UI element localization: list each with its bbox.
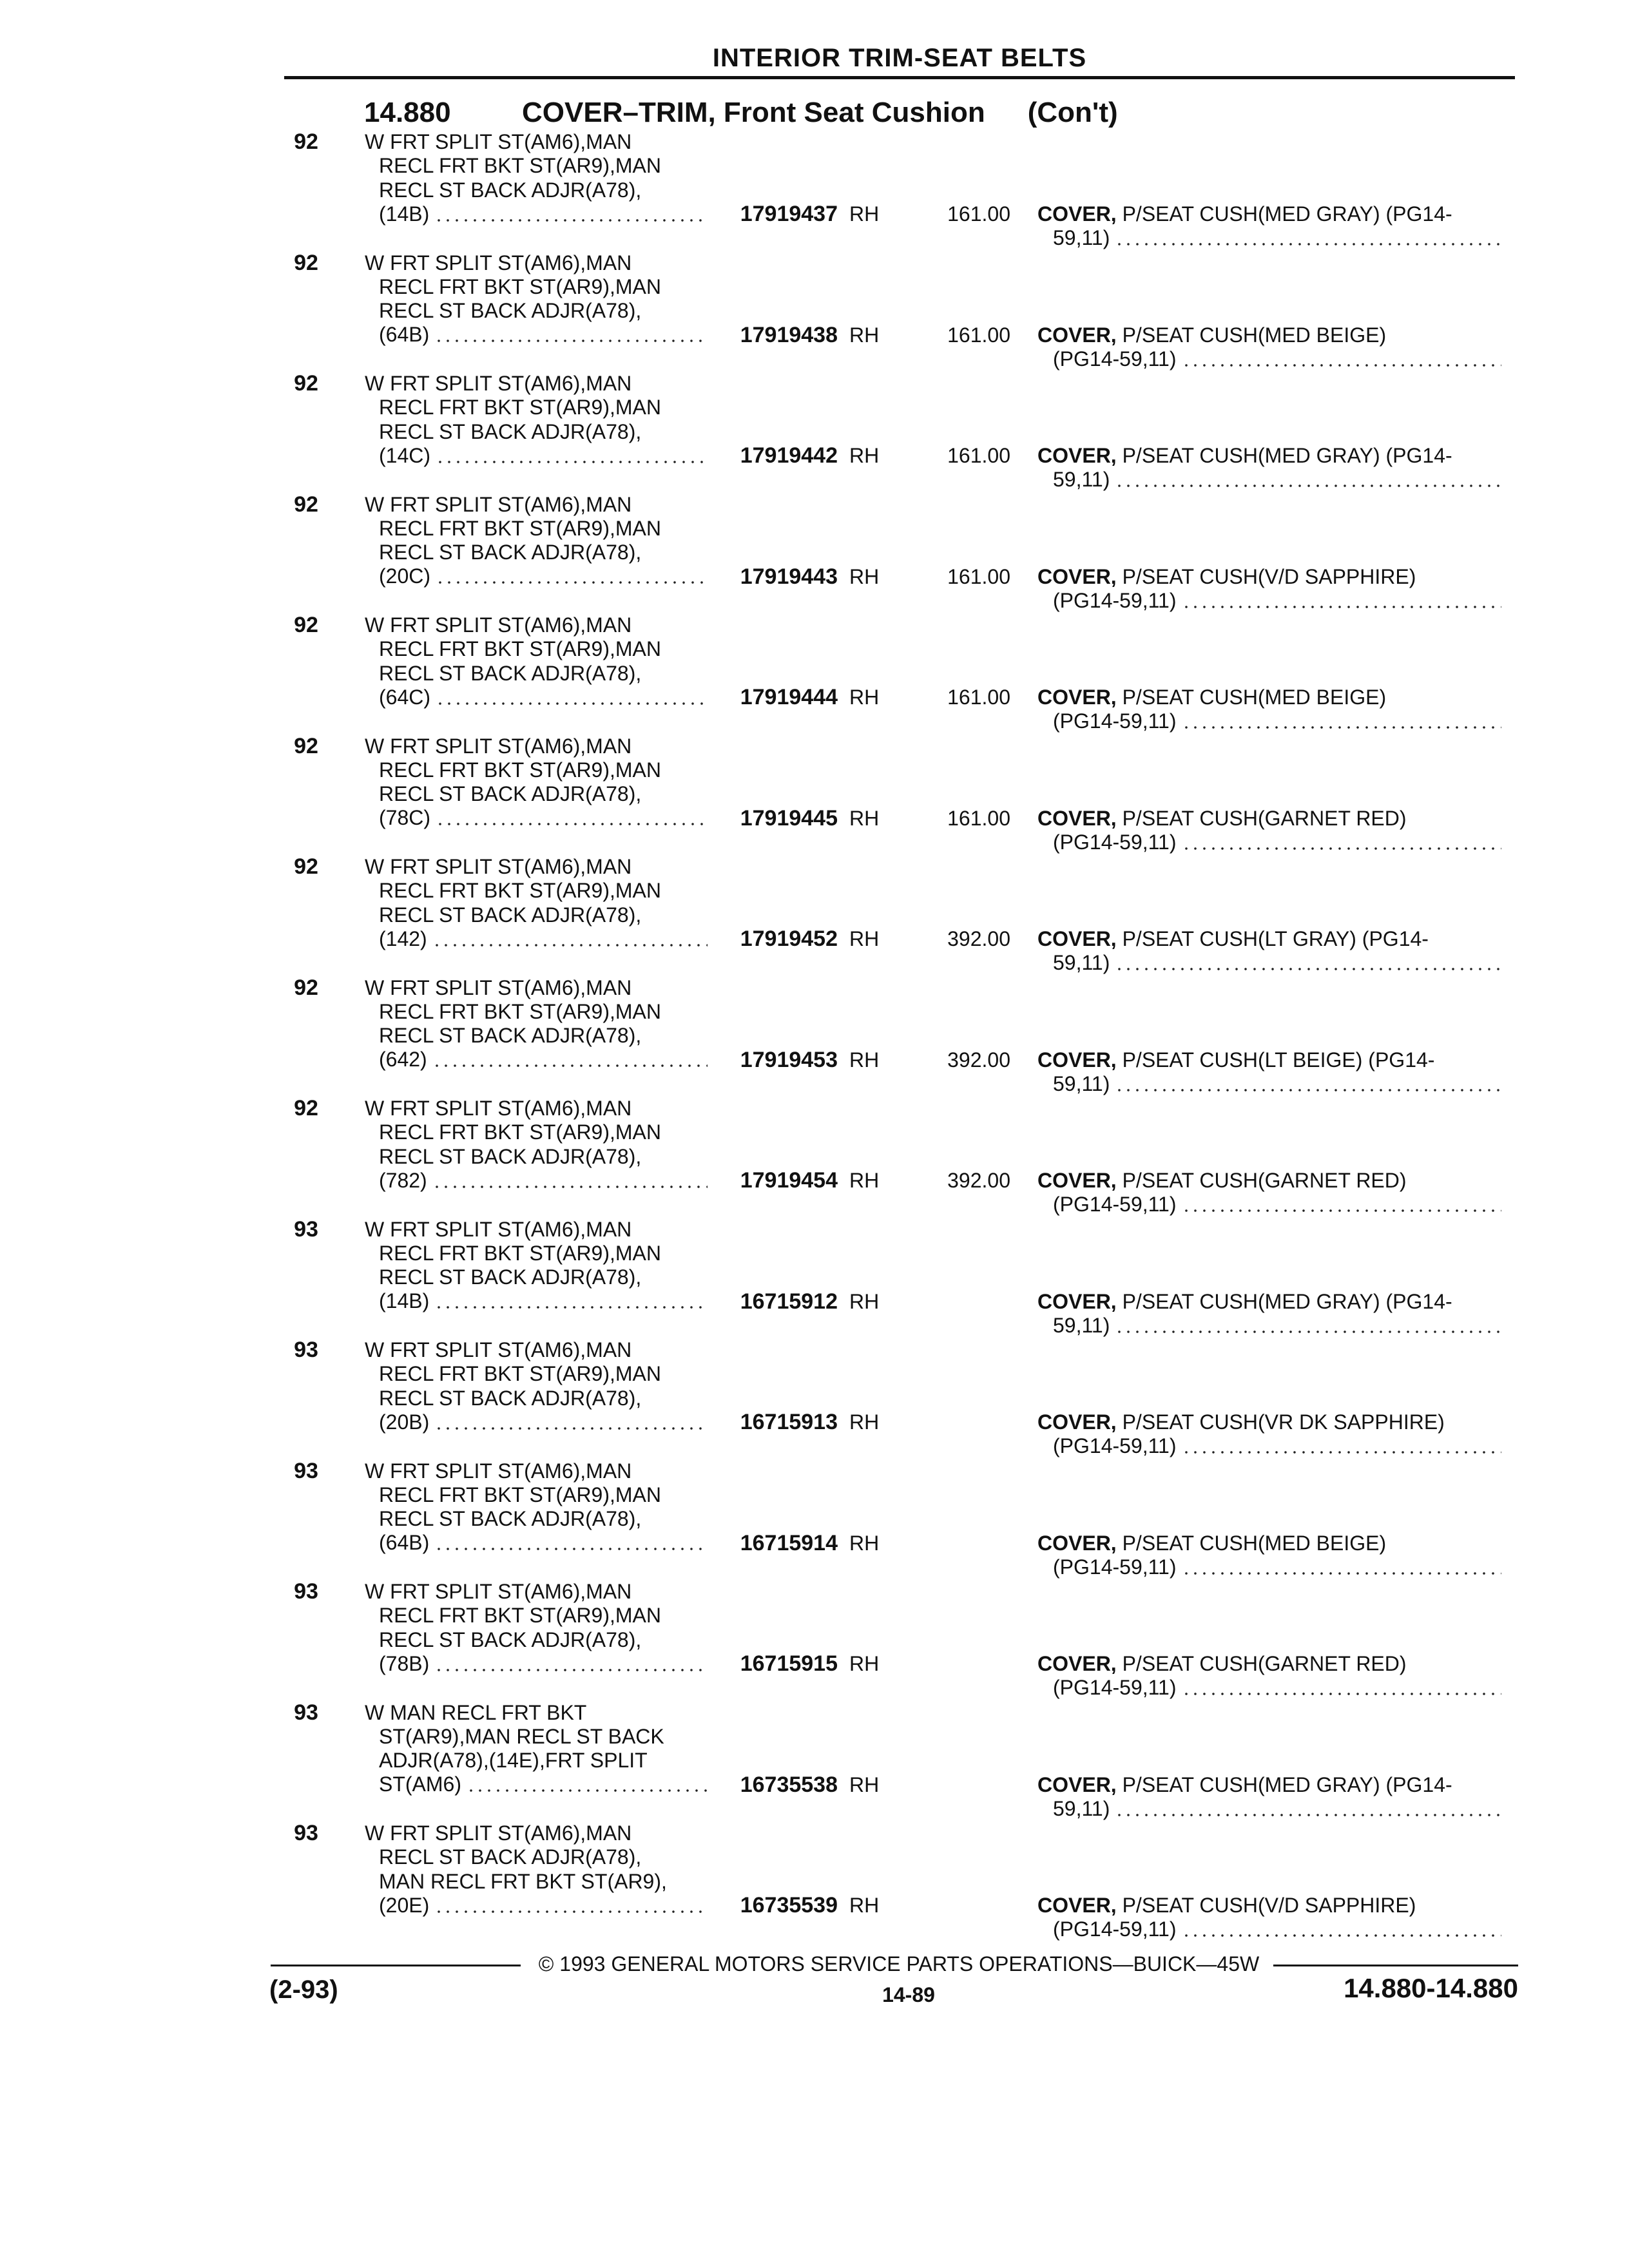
- description-continuation: 59,11): [1053, 951, 1110, 975]
- description-text: P/SEAT CUSH(GARNET RED): [1116, 1652, 1407, 1675]
- application-text: (14B): [379, 1289, 430, 1313]
- reference-number: 93: [294, 1821, 318, 1845]
- description-keyword: COVER,: [1037, 1531, 1117, 1555]
- leader-dots: [1182, 1571, 1502, 1576]
- description-line-2: [1037, 1676, 1501, 1700]
- list-item: [0, 130, 1629, 251]
- price: 161.00: [947, 444, 1010, 467]
- page-header-title: INTERIOR TRIM-SEAT BELTS: [712, 44, 1087, 72]
- leader-dots: [434, 1909, 708, 1914]
- application-line: [365, 1531, 713, 1555]
- application-line: RECL FRT BKT ST(AR9),MAN: [379, 154, 661, 178]
- description-text: P/SEAT CUSH(VR DK SAPPHIRE): [1116, 1410, 1445, 1434]
- application-line: RECL ST BACK ADJR(A78),: [379, 541, 642, 564]
- reference-number: 93: [294, 1700, 318, 1725]
- leader-dots: [434, 218, 708, 223]
- leader-dots: [432, 943, 708, 948]
- list-item: [0, 493, 1629, 614]
- side-code: RH: [849, 1410, 880, 1434]
- description-line-1: [1037, 1410, 1501, 1434]
- list-item: [0, 855, 1629, 976]
- application-line: RECL ST BACK ADJR(A78),: [379, 903, 642, 927]
- leader-dots: [434, 338, 708, 343]
- description-line-1: [1037, 202, 1501, 226]
- description-keyword: COVER,: [1037, 1773, 1117, 1796]
- price: 392.00: [947, 1048, 1010, 1072]
- part-description: [1037, 565, 1501, 613]
- application-line: [365, 323, 713, 347]
- application-text: (142): [379, 927, 427, 950]
- description-continuation: (PG14-59,11): [1053, 588, 1177, 612]
- part-description: [1037, 323, 1501, 372]
- application-line: [365, 564, 713, 588]
- application-line: [365, 806, 713, 830]
- application-description: [365, 1218, 713, 1314]
- footer-rule-left: [271, 1965, 521, 1966]
- side-code: RH: [849, 1048, 880, 1072]
- application-line: W FRT SPLIT ST(AM6),MAN: [365, 492, 632, 516]
- application-line: W FRT SPLIT ST(AM6),MAN: [365, 130, 632, 153]
- application-line: RECL FRT BKT ST(AR9),MAN: [379, 637, 661, 661]
- section-heading: [364, 97, 1118, 129]
- application-text: (14B): [379, 202, 430, 226]
- description-text: P/SEAT CUSH(MED BEIGE): [1116, 1531, 1387, 1555]
- reference-number: 92: [294, 1096, 318, 1120]
- part-number: 17919438: [740, 322, 838, 347]
- application-text: (20C): [379, 564, 431, 588]
- description-line-2: [1037, 1072, 1501, 1096]
- list-item: [0, 735, 1629, 856]
- application-text: (78B): [379, 1651, 430, 1675]
- side-code: RH: [849, 806, 880, 830]
- application-line: RECL ST BACK ADJR(A78),: [379, 1845, 642, 1869]
- application-line: RECL FRT BKT ST(AR9),MAN: [379, 1483, 661, 1506]
- description-line-1: [1037, 323, 1501, 347]
- part-description: [1037, 202, 1501, 251]
- leader-dots: [1182, 1691, 1502, 1696]
- section-title: COVER–TRIM, Front Seat Cushion: [522, 97, 985, 128]
- leader-dots: [436, 822, 708, 827]
- description-keyword: COVER,: [1037, 202, 1117, 226]
- reference-number: 92: [294, 250, 318, 275]
- application-description: [365, 1821, 713, 1917]
- part-number: 16735538: [740, 1772, 838, 1797]
- side-code: RH: [849, 323, 880, 347]
- application-line: W FRT SPLIT ST(AM6),MAN: [365, 251, 632, 274]
- reference-number: 92: [294, 613, 318, 637]
- list-item: [0, 1459, 1629, 1581]
- side-code: RH: [849, 564, 880, 588]
- part-description: [1037, 1048, 1501, 1097]
- side-code: RH: [849, 927, 880, 950]
- header-rule: [284, 76, 1515, 79]
- application-text: (64B): [379, 1531, 430, 1555]
- application-line: RECL FRT BKT ST(AR9),MAN: [379, 1362, 661, 1386]
- application-line: [365, 1048, 713, 1072]
- description-keyword: COVER,: [1037, 1289, 1117, 1313]
- part-description: [1037, 927, 1501, 975]
- description-line-1: [1037, 1773, 1501, 1797]
- description-line-2: [1037, 709, 1501, 733]
- side-code: RH: [849, 202, 880, 226]
- leader-dots: [1182, 1933, 1502, 1938]
- application-line: RECL ST BACK ADJR(A78),: [379, 1144, 642, 1168]
- application-line: [365, 927, 713, 951]
- description-line-2: [1037, 831, 1501, 854]
- section-continued: (Con't): [1027, 97, 1118, 128]
- reference-number: 93: [294, 1579, 318, 1604]
- list-item: [0, 1218, 1629, 1339]
- application-text: (20E): [379, 1893, 430, 1917]
- description-text: P/SEAT CUSH(V/D SAPPHIRE): [1116, 1894, 1416, 1917]
- leader-dots: [434, 1546, 708, 1552]
- application-line: W FRT SPLIT ST(AM6),MAN: [365, 855, 632, 878]
- application-text: (78C): [379, 806, 431, 830]
- description-line-2: [1037, 1797, 1501, 1821]
- application-description: [365, 855, 713, 951]
- leader-dots: [432, 1184, 708, 1189]
- price: 161.00: [947, 323, 1010, 347]
- application-line: RECL ST BACK ADJR(A78),: [379, 1507, 642, 1531]
- part-number: 17919452: [740, 927, 838, 951]
- application-line: [365, 1410, 713, 1434]
- list-item: [0, 1338, 1629, 1459]
- application-line: [365, 1169, 713, 1193]
- leader-dots: [434, 1305, 708, 1310]
- application-line: W FRT SPLIT ST(AM6),MAN: [365, 975, 632, 999]
- description-line-2: [1037, 1314, 1501, 1338]
- part-description: [1037, 1532, 1501, 1580]
- description-continuation: 59,11): [1053, 468, 1110, 492]
- reference-number: 92: [294, 130, 318, 154]
- application-line: RECL FRT BKT ST(AR9),MAN: [379, 1241, 661, 1265]
- side-code: RH: [849, 1289, 880, 1313]
- application-line: RECL FRT BKT ST(AR9),MAN: [379, 1120, 661, 1144]
- description-line-2: [1037, 1555, 1501, 1579]
- application-line: [365, 1289, 713, 1313]
- leader-dots: [1182, 846, 1502, 851]
- description-keyword: COVER,: [1037, 1894, 1117, 1917]
- application-description: [365, 1701, 713, 1797]
- application-description: [365, 130, 713, 226]
- application-description: [365, 493, 713, 589]
- part-number: 16735539: [740, 1893, 838, 1917]
- description-continuation: (PG14-59,11): [1053, 1676, 1177, 1700]
- application-description: [365, 1338, 713, 1434]
- description-text: P/SEAT CUSH(GARNET RED): [1116, 1169, 1407, 1192]
- application-line: RECL ST BACK ADJR(A78),: [379, 782, 642, 806]
- application-line: [365, 1652, 713, 1676]
- part-number: 17919445: [740, 805, 838, 831]
- description-line-1: [1037, 927, 1501, 951]
- description-text: P/SEAT CUSH(MED GRAY) (PG14-: [1116, 1289, 1452, 1313]
- application-description: [365, 1097, 713, 1193]
- leader-dots: [1115, 1812, 1501, 1818]
- application-line: RECL ST BACK ADJR(A78),: [379, 1024, 642, 1048]
- leader-dots: [1182, 1450, 1502, 1455]
- description-line-1: [1037, 1048, 1501, 1072]
- application-line: RECL ST BACK ADJR(A78),: [379, 419, 642, 443]
- description-line-1: [1037, 565, 1501, 589]
- description-keyword: COVER,: [1037, 1048, 1117, 1072]
- application-line: RECL ST BACK ADJR(A78),: [379, 661, 642, 685]
- description-text: P/SEAT CUSH(MED GRAY) (PG14-: [1116, 1773, 1452, 1796]
- description-line-2: [1037, 468, 1501, 492]
- description-text: P/SEAT CUSH(GARNET RED): [1116, 806, 1407, 830]
- description-continuation: (PG14-59,11): [1053, 1917, 1177, 1941]
- application-line: [365, 686, 713, 709]
- footer-date: (2-93): [269, 1975, 338, 2004]
- application-line: RECL ST BACK ADJR(A78),: [379, 1265, 642, 1289]
- application-line: RECL ST BACK ADJR(A78),: [379, 1628, 642, 1651]
- description-continuation: 59,11): [1053, 1796, 1110, 1820]
- application-line: [365, 444, 713, 468]
- part-number: 16715915: [740, 1651, 838, 1676]
- leader-dots: [436, 459, 708, 465]
- price: 161.00: [947, 686, 1010, 709]
- description-continuation: (PG14-59,11): [1053, 830, 1177, 854]
- part-number: 17919454: [740, 1168, 838, 1193]
- reference-number: 92: [294, 371, 318, 396]
- part-number: 16715913: [740, 1410, 838, 1434]
- side-code: RH: [849, 686, 880, 709]
- application-text: ST(AM6): [379, 1773, 461, 1796]
- part-description: [1037, 1894, 1501, 1942]
- description-line-2: [1037, 1193, 1501, 1216]
- description-line-1: [1037, 1894, 1501, 1917]
- description-text: P/SEAT CUSH(MED BEIGE): [1116, 686, 1387, 709]
- application-line: W FRT SPLIT ST(AM6),MAN: [365, 372, 632, 395]
- description-keyword: COVER,: [1037, 1410, 1117, 1434]
- side-code: RH: [849, 1652, 880, 1675]
- description-text: P/SEAT CUSH(LT GRAY) (PG14-: [1116, 927, 1429, 950]
- application-line: [365, 1773, 713, 1796]
- leader-dots: [436, 701, 708, 706]
- leader-dots: [432, 1063, 708, 1068]
- description-keyword: COVER,: [1037, 323, 1117, 347]
- part-description: [1037, 1290, 1501, 1338]
- application-line: W MAN RECL FRT BKT: [365, 1700, 587, 1724]
- application-description: [365, 251, 713, 347]
- application-text: (782): [379, 1168, 427, 1192]
- description-continuation: (PG14-59,11): [1053, 709, 1177, 733]
- leader-dots: [467, 1788, 708, 1793]
- side-code: RH: [849, 1169, 880, 1192]
- description-line-1: [1037, 1652, 1501, 1676]
- reference-number: 93: [294, 1458, 318, 1483]
- application-line: RECL FRT BKT ST(AR9),MAN: [379, 758, 661, 782]
- part-number: 17919442: [740, 443, 838, 468]
- price: 392.00: [947, 1169, 1010, 1192]
- part-description: [1037, 807, 1501, 855]
- footer-section-range: 14.880-14.880: [1344, 1973, 1518, 2003]
- list-item: [0, 1580, 1629, 1701]
- part-description: [1037, 1652, 1501, 1700]
- description-continuation: 59,11): [1053, 1313, 1110, 1337]
- leader-dots: [434, 1667, 708, 1673]
- description-line-1: [1037, 444, 1501, 468]
- part-description: [1037, 1410, 1501, 1459]
- part-number: 16715914: [740, 1530, 838, 1555]
- description-continuation: 59,11): [1053, 1072, 1110, 1095]
- description-text: P/SEAT CUSH(LT BEIGE) (PG14-: [1116, 1048, 1435, 1072]
- reference-number: 92: [294, 733, 318, 758]
- side-code: RH: [849, 1531, 880, 1555]
- description-text: P/SEAT CUSH(V/D SAPPHIRE): [1116, 564, 1416, 588]
- application-line: ADJR(A78),(14E),FRT SPLIT: [379, 1749, 648, 1773]
- price: 161.00: [947, 564, 1010, 588]
- description-line-2: [1037, 347, 1501, 371]
- description-continuation: (PG14-59,11): [1053, 1555, 1177, 1579]
- reference-number: 93: [294, 1338, 318, 1362]
- description-line-1: [1037, 807, 1501, 831]
- application-line: W FRT SPLIT ST(AM6),MAN: [365, 1217, 632, 1241]
- leader-dots: [1182, 1208, 1502, 1213]
- reference-number: 92: [294, 975, 318, 1000]
- reference-number: 93: [294, 1216, 318, 1242]
- description-keyword: COVER,: [1037, 564, 1117, 588]
- list-item: [0, 976, 1629, 1097]
- description-line-2: [1037, 226, 1501, 250]
- description-keyword: COVER,: [1037, 927, 1117, 950]
- side-code: RH: [849, 444, 880, 467]
- description-continuation: (PG14-59,11): [1053, 347, 1177, 370]
- leader-dots: [1115, 483, 1501, 488]
- leader-dots: [1182, 725, 1502, 730]
- application-line: RECL ST BACK ADJR(A78),: [379, 1386, 642, 1410]
- reference-number: 92: [294, 854, 318, 879]
- footer-rule-right: [1273, 1965, 1518, 1966]
- application-text: (14C): [379, 443, 431, 467]
- description-text: P/SEAT CUSH(MED GRAY) (PG14-: [1116, 444, 1452, 467]
- application-text: (642): [379, 1048, 427, 1072]
- reference-number: 92: [294, 492, 318, 517]
- application-line: [365, 202, 713, 226]
- application-description: [365, 1459, 713, 1555]
- description-keyword: COVER,: [1037, 1169, 1117, 1192]
- list-item: [0, 1821, 1629, 1943]
- application-description: [365, 976, 713, 1072]
- description-line-2: [1037, 1917, 1501, 1941]
- list-item: [0, 251, 1629, 372]
- application-line: RECL FRT BKT ST(AR9),MAN: [379, 1604, 661, 1628]
- application-line: [365, 1894, 713, 1917]
- part-description: [1037, 444, 1501, 492]
- description-continuation: 59,11): [1053, 226, 1110, 250]
- leader-dots: [1182, 604, 1502, 610]
- footer-page-number: 14-89: [882, 1983, 935, 2006]
- part-description: [1037, 1169, 1501, 1217]
- leader-dots: [436, 580, 708, 585]
- application-text: (64B): [379, 323, 430, 347]
- leader-dots: [1115, 966, 1501, 972]
- application-line: RECL FRT BKT ST(AR9),MAN: [379, 274, 661, 298]
- part-number: 17919444: [740, 685, 838, 709]
- description-line-1: [1037, 1169, 1501, 1193]
- description-continuation: (PG14-59,11): [1053, 1193, 1177, 1216]
- part-description: [1037, 686, 1501, 734]
- price: 161.00: [947, 202, 1010, 226]
- list-item: [0, 613, 1629, 735]
- description-text: P/SEAT CUSH(MED BEIGE): [1116, 323, 1387, 347]
- application-line: RECL FRT BKT ST(AR9),MAN: [379, 516, 661, 540]
- description-line-2: [1037, 589, 1501, 613]
- section-number: 14.880: [364, 97, 451, 128]
- application-line: W FRT SPLIT ST(AM6),MAN: [365, 1338, 632, 1361]
- description-keyword: COVER,: [1037, 444, 1117, 467]
- price: 392.00: [947, 927, 1010, 950]
- list-item: [0, 1097, 1629, 1218]
- list-item: [0, 1701, 1629, 1822]
- application-text: (20B): [379, 1410, 430, 1434]
- application-line: W FRT SPLIT ST(AM6),MAN: [365, 613, 632, 637]
- description-keyword: COVER,: [1037, 806, 1117, 830]
- application-description: [365, 1580, 713, 1676]
- application-line: W FRT SPLIT ST(AM6),MAN: [365, 1097, 632, 1120]
- description-line-2: [1037, 1434, 1501, 1458]
- application-line: W FRT SPLIT ST(AM6),MAN: [365, 1821, 632, 1845]
- leader-dots: [1182, 363, 1502, 368]
- application-line: MAN RECL FRT BKT ST(AR9),: [379, 1869, 667, 1893]
- application-description: [365, 613, 713, 709]
- description-line-1: [1037, 1532, 1501, 1555]
- part-number: 16715912: [740, 1289, 838, 1314]
- leader-dots: [434, 1426, 708, 1431]
- price: 161.00: [947, 806, 1010, 830]
- application-line: ST(AR9),MAN RECL ST BACK: [379, 1724, 664, 1748]
- application-line: W FRT SPLIT ST(AM6),MAN: [365, 734, 632, 758]
- description-line-1: [1037, 1290, 1501, 1314]
- part-description: [1037, 1773, 1501, 1821]
- description-text: P/SEAT CUSH(MED GRAY) (PG14-: [1116, 202, 1452, 226]
- description-continuation: (PG14-59,11): [1053, 1434, 1177, 1458]
- side-code: RH: [849, 1773, 880, 1796]
- application-line: RECL FRT BKT ST(AR9),MAN: [379, 879, 661, 903]
- leader-dots: [1115, 1329, 1501, 1334]
- application-description: [365, 735, 713, 831]
- footer-copyright: © 1993 GENERAL MOTORS SERVICE PARTS OPERATIONS—BUICK—45W: [538, 1952, 1260, 1975]
- description-line-1: [1037, 686, 1501, 709]
- side-code: RH: [849, 1894, 880, 1917]
- description-keyword: COVER,: [1037, 1652, 1117, 1675]
- application-line: RECL FRT BKT ST(AR9),MAN: [379, 999, 661, 1023]
- leader-dots: [1115, 242, 1501, 247]
- application-line: RECL ST BACK ADJR(A78),: [379, 178, 642, 202]
- description-line-2: [1037, 951, 1501, 975]
- description-keyword: COVER,: [1037, 686, 1117, 709]
- parts-list: [0, 130, 1629, 1943]
- part-number: 17919437: [740, 202, 838, 226]
- application-text: (64C): [379, 685, 431, 709]
- application-line: RECL FRT BKT ST(AR9),MAN: [379, 396, 661, 419]
- part-number: 17919453: [740, 1047, 838, 1072]
- part-number: 17919443: [740, 564, 838, 589]
- application-line: W FRT SPLIT ST(AM6),MAN: [365, 1580, 632, 1603]
- application-line: W FRT SPLIT ST(AM6),MAN: [365, 1459, 632, 1483]
- list-item: [0, 372, 1629, 493]
- application-line: RECL ST BACK ADJR(A78),: [379, 299, 642, 323]
- application-description: [365, 372, 713, 468]
- leader-dots: [1115, 1088, 1501, 1093]
